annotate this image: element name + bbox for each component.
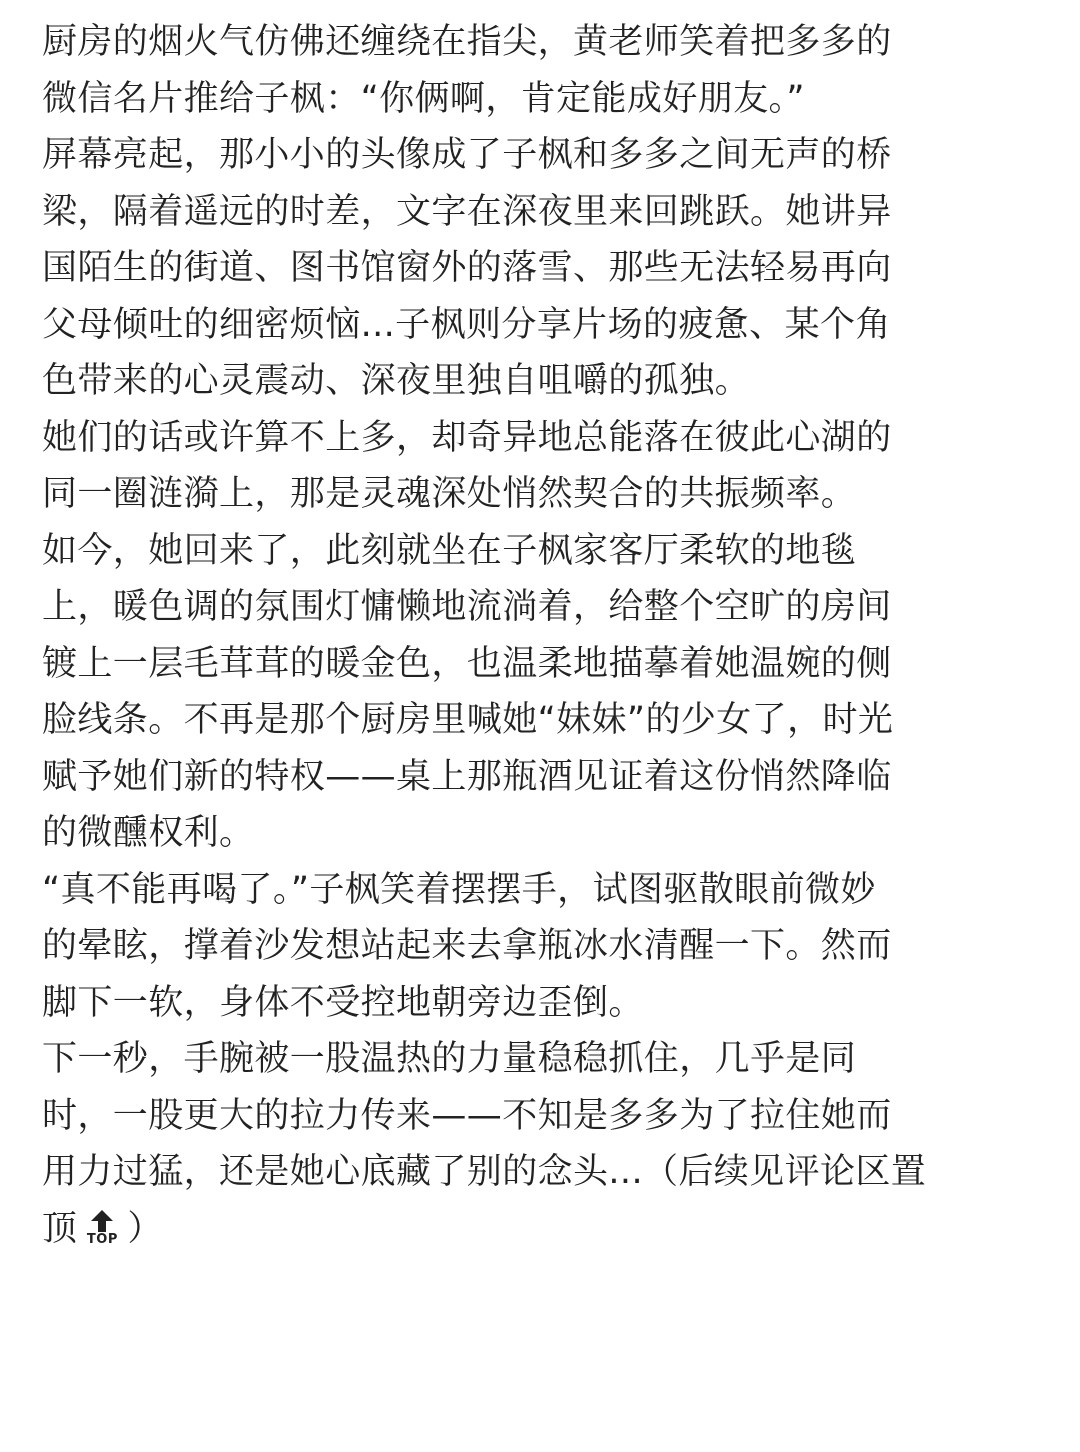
top-icon: [81, 1203, 123, 1253]
text-line: 的晕眩，撑着沙发想站起来去拿瓶冰水清醒一下。然而: [42, 926, 892, 966]
text-line: 屏幕亮起，那小小的头像成了子枫和多多之间无声的桥: [42, 135, 892, 175]
text-line: 厨房的烟火气仿佛还缠绕在指尖，黄老师笑着把多多的: [42, 22, 892, 62]
paragraph-2: [42, 127, 1038, 410]
arrow-up-icon: [89, 1209, 115, 1233]
text-line: 上，暖色调的氛围灯慵懒地流淌着，给整个空旷的房间: [42, 587, 892, 627]
paragraph-1: [42, 14, 1038, 127]
text-line: 如今，她回来了，此刻就坐在子枫家客厅柔软的地毯: [42, 530, 857, 571]
text-line: 的微醺权利。: [42, 813, 255, 853]
text-line: 脚下一软，身体不受控地朝旁边歪倒。: [42, 982, 644, 1023]
text-line: 时，一股更大的拉力传来——不知是多多为了拉住她而: [42, 1095, 892, 1136]
text-line: “真不能再喝了。”子枫笑着摆摆手，试图驱散眼前微妙: [42, 869, 876, 910]
paragraph-6: [42, 1031, 1038, 1257]
text-line: 赋予她们新的特权——桌上那瓶酒见证着这份悄然降临: [42, 756, 892, 797]
text-line: 微信名片推给子枫：“你俩啊，肯定能成好朋友。”: [42, 78, 805, 119]
paragraph-3: [42, 410, 1038, 523]
paragraph-5: [42, 862, 1038, 1032]
text-line: 用力过猛，还是她心底藏了别的念头...（后续见评论区置: [42, 1152, 927, 1192]
text-line: 镀上一层毛茸茸的暖金色，也温柔地描摹着她温婉的侧: [42, 643, 892, 684]
text-line: 脸线条。不再是那个厨房里喊她“妹妹”的少女了，时光: [42, 700, 894, 740]
text-line: 她们的话或许算不上多，却奇异地总能落在彼此心湖的: [42, 417, 892, 458]
final-line-close: ）: [127, 1208, 163, 1249]
text-line: 色带来的心灵震动、深夜里独自咀嚼的孤独。: [42, 361, 751, 401]
text-line: 下一秒，手腕被一股温热的力量稳稳抓住，几乎是同: [42, 1039, 857, 1079]
final-line: [42, 1201, 1038, 1258]
text-line: 同一圈涟漪上，那是灵魂深处悄然契合的共振频率。: [42, 474, 857, 514]
article-body: [42, 14, 1038, 1257]
final-line-text: 顶: [42, 1208, 78, 1249]
text-line: 梁，隔着遥远的时差，文字在深夜里来回跳跃。她讲异: [42, 191, 892, 232]
text-line: 父母倾吐的细密烦恼...子枫则分享片场的疲惫、某个角: [42, 304, 891, 345]
paragraph-4: [42, 523, 1038, 862]
text-line: 国陌生的街道、图书馆窗外的落雪、那些无法轻易再向: [42, 248, 892, 288]
top-icon-label: TOP: [86, 1231, 118, 1247]
